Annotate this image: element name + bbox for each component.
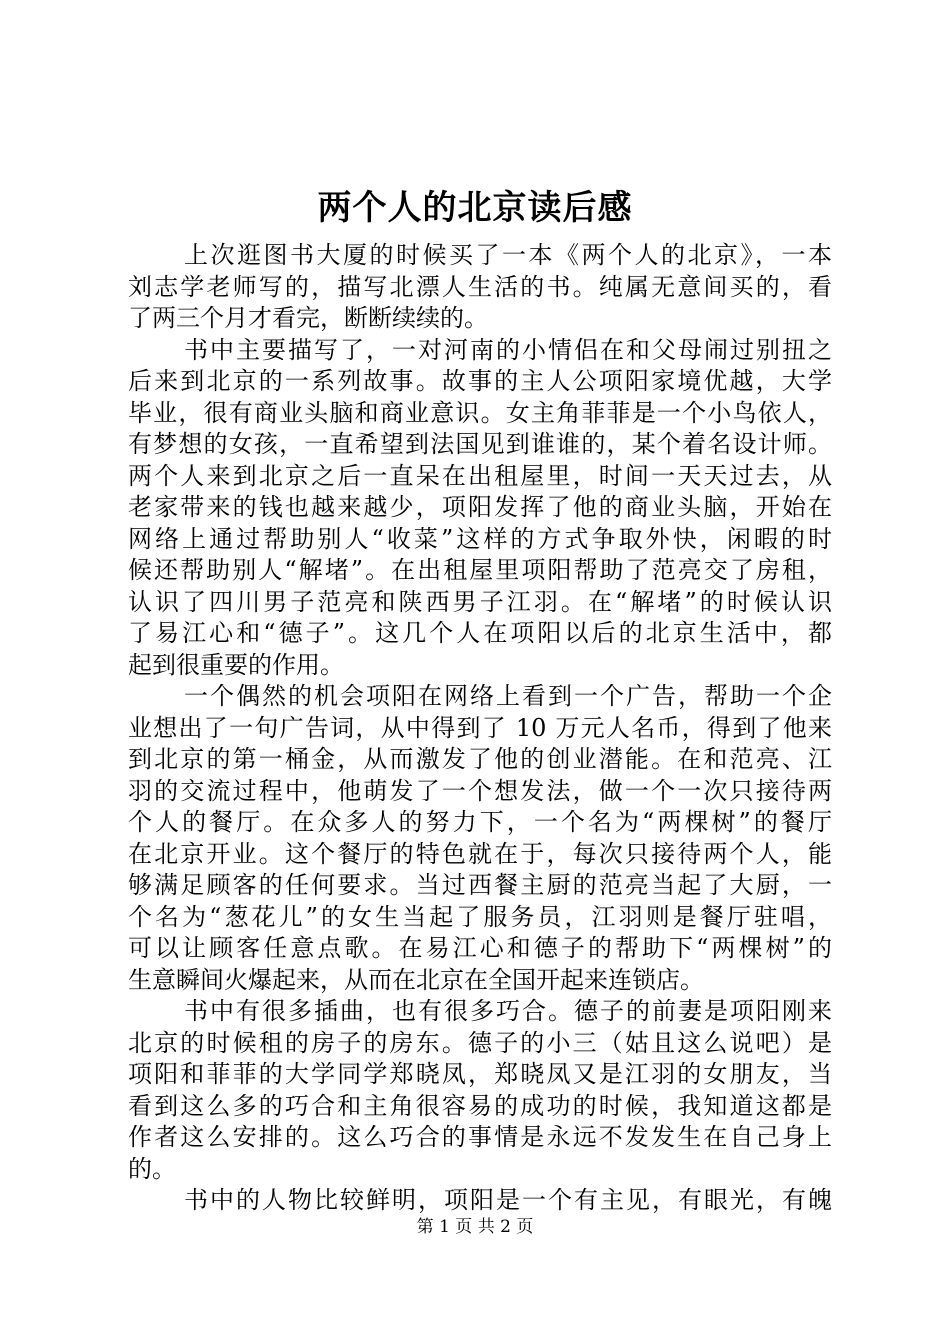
text-line: 北京的时候租的房子的房东。德子的小三（姑且这么说吧）是	[128, 1028, 832, 1057]
text-line: 的。	[128, 1154, 176, 1183]
text-line: 刘志学老师写的，描写北漂人生活的书。纯属无意间买的，看	[128, 272, 832, 301]
text-line: 两个人来到北京之后一直呆在出租屋里，时间一天天过去，从	[128, 461, 832, 490]
text-line: 一个偶然的机会项阳在网络上看到一个广告，帮助一个企	[184, 682, 832, 710]
text-line: 书中有很多插曲，也有很多巧合。德子的前妻是项阳刚来	[184, 997, 832, 1025]
text-line: 可以让顾客任意点歌。在易江心和德子的帮助下“两棵树”的	[128, 934, 832, 962]
text-line: 了易江心和“德子”。这几个人在项阳以后的北京生活中，都	[128, 619, 832, 647]
text-line: 到北京的第一桶金，从而激发了他的创业潜能。在和范亮、江	[128, 745, 832, 773]
text-line: 个人的餐厅。在众多人的努力下，一个名为“两棵树”的餐厅	[128, 808, 832, 836]
text-line: 认识了四川男子范亮和陕西男子江羽。在“解堵”的时候认识	[128, 587, 832, 616]
text-line: 候还帮助别人“解堵”。在出租屋里项阳帮助了范亮交了房租，	[128, 556, 832, 584]
body-paragraph	[128, 335, 832, 682]
text-line: 项阳和菲菲的大学同学郑晓凤，郑晓凤又是江羽的女朋友，当	[128, 1060, 832, 1088]
document-body	[128, 240, 832, 1217]
text-line: 作者这么安排的。这么巧合的事情是永远不发发生在自己身上	[128, 1123, 832, 1151]
body-paragraph	[128, 240, 832, 335]
text-line: 够满足顾客的任何要求。当过西餐主厨的范亮当起了大厨，一	[128, 871, 832, 899]
text-line: 毕业，很有商业头脑和商业意识。女主角菲菲是一个小鸟依人，	[128, 398, 832, 427]
text-line: 有梦想的女孩，一直希望到法国见到谁谁的，某个着名设计师。	[128, 430, 832, 458]
text-line: 业想出了一句广告词，从中得到了 10 万元人名币，得到了他来	[128, 713, 832, 742]
body-paragraph	[128, 1185, 832, 1217]
text-line: 起到很重要的作用。	[128, 650, 344, 679]
text-line: 生意瞬间火爆起来，从而在北京在全国开起来连锁店。	[128, 965, 704, 994]
page-footer: 第 1 页 共 2 页	[416, 1217, 534, 1237]
text-line: 在北京开业。这个餐厅的特色就在于，每次只接待两个人，能	[128, 839, 832, 868]
text-line: 书中的人物比较鲜明，项阳是一个有主见，有眼光，有魄	[184, 1186, 832, 1214]
text-line: 网络上通过帮助别人“收菜”这样的方式争取外快，闲暇的时	[128, 524, 832, 553]
text-line: 书中主要描写了，一对河南的小情侣在和父母闹过别扭之	[184, 335, 832, 364]
document-title: 两个人的北京读后感	[317, 188, 633, 228]
body-paragraph	[128, 681, 832, 996]
text-line: 个名为“葱花儿”的女生当起了服务员，江羽则是餐厅驻唱，	[128, 902, 832, 931]
text-line: 后来到北京的一系列故事。故事的主人公项阳家境优越，大学	[128, 367, 832, 395]
text-line: 了两三个月才看完，断断续续的。	[128, 304, 488, 332]
text-line: 老家带来的钱也越来越少，项阳发挥了他的商业头脑，开始在	[128, 493, 832, 521]
text-line: 上次逛图书大厦的时候买了一本《两个人的北京》，一本	[184, 241, 832, 269]
text-line: 看到这么多的巧合和主角很容易的成功的时候，我知道这都是	[128, 1091, 832, 1120]
body-paragraph	[128, 996, 832, 1185]
text-line: 羽的交流过程中，他萌发了一个想发法，做一个一次只接待两	[128, 776, 832, 805]
